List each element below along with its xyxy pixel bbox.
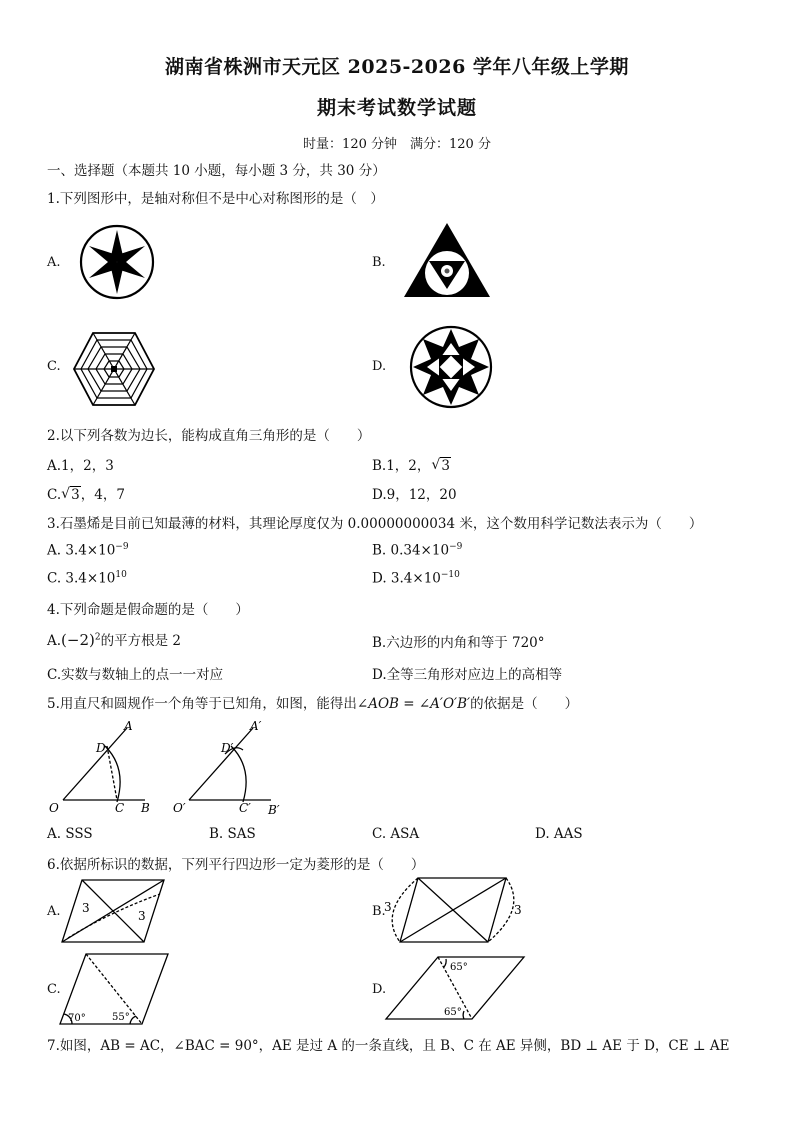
q5-right-label-d: D′: [221, 741, 234, 755]
q2-option-a: A.1，2，3: [47, 458, 114, 474]
q6-d-mark-1: 65°: [450, 962, 468, 973]
q6-d-mark-2: 65°: [444, 1007, 462, 1018]
q6-label-c: C.: [47, 982, 61, 997]
q4-option-c: C.实数与数轴上的点一一对应: [47, 667, 224, 683]
page-title: 湖南省株洲市天元区 2025-2026 学年八年级上学期: [165, 56, 629, 78]
q5-right-label-c: C′: [239, 801, 251, 815]
q6-c-mark-1: 70°: [68, 1013, 86, 1024]
q5-left-label-a: A: [124, 719, 133, 733]
q1-figure-c-hexagon: [72, 331, 156, 407]
q5-option-a: A. SSS: [47, 826, 93, 842]
q6-c-mark-2: 55°: [112, 1012, 130, 1023]
q6-b-mark-1: 3: [384, 900, 392, 914]
q6-a-mark-2: 3: [138, 909, 146, 923]
q6-figure-d: [384, 953, 526, 1023]
q6-figure-c: [58, 950, 170, 1028]
q7-stem: 7.如图，AB = AC，∠BAC = 90°，AE 是过 A 的一条直线，且 B、C 在 AE 异侧，BD ⊥ AE 于 D，CE ⊥ AE: [47, 1038, 730, 1054]
q2-stem: 2.以下列各数为边长，能构成直角三角形的是（ ）: [47, 428, 371, 444]
q4-option-b: B.六边形的内角和等于 720°: [372, 635, 545, 651]
q6-stem: 6.依据所标识的数据，下列平行四边形一定为菱形的是（ ）: [47, 857, 425, 873]
q5-left-label-d: D: [96, 741, 106, 755]
q6-label-a: A.: [47, 904, 61, 919]
q3-option-b: B. $0.34\times 10^{-9}$: [372, 542, 463, 559]
q4-option-d: D.全等三角形对应边上的高相等: [372, 667, 563, 683]
q5-right-label-a: A′: [250, 719, 262, 733]
q6-figure-b: [384, 872, 524, 948]
q5-figures: [45, 716, 295, 818]
q5-left-label-b: B: [141, 801, 150, 815]
q6-a-mark-1: 3: [82, 901, 90, 915]
q1-label-d: D.: [372, 359, 387, 374]
q5-stem: 5.用直尺和圆规作一个角等于已知角，如图，能得出∠AOB = ∠A′O′B′的依据是（ ）: [47, 696, 579, 712]
q5-left-label-c: C: [115, 801, 125, 815]
q1-figure-b-triangle: [402, 221, 492, 301]
exam-meta: 时量：120 分钟 满分：120 分: [303, 137, 491, 152]
q1-label-b: B.: [372, 255, 386, 270]
q1-stem: 1.下列图形中，是轴对称但不是中心对称图形的是（ ）: [47, 191, 384, 207]
q1-label-a: A.: [47, 255, 61, 270]
q1-figure-d-octagram: [409, 325, 493, 409]
q2-option-d: D.9，12，20: [372, 487, 457, 503]
q3-option-a: A. $3.4\times 10^{-9}$: [47, 542, 129, 559]
q2-option-b: B.1，2， √ 3: [372, 457, 450, 474]
section-heading: 一、选择题（本题共 10 小题，每小题 3 分，共 30 分）: [47, 163, 386, 179]
q4-stem: 4.下列命题是假命题的是（ ）: [47, 602, 249, 618]
q1-figure-a-star: [78, 224, 156, 300]
q6-figure-a: [60, 876, 168, 946]
q5-right-label-b: B′: [268, 803, 280, 817]
q5-option-b: B. SAS: [209, 826, 256, 842]
q2-option-c: C. √ 3，4，7: [47, 486, 125, 503]
q6-label-d: D.: [372, 982, 387, 997]
q5-option-c: C. ASA: [372, 826, 420, 842]
q5-right-label-o: O′: [173, 801, 186, 815]
q3-option-c: C. $3.4\times 10^{10}$: [47, 570, 127, 587]
q4-option-a: $A.(-2)^2$的平方根是 2: [47, 631, 181, 649]
q1-label-c: C.: [47, 359, 61, 374]
q3-stem: 3.石墨烯是目前已知最薄的材料，其理论厚度仅为 0.00000000034 米，这个数用科学记数法表示为（ ）: [47, 516, 703, 532]
q3-option-d: D. $3.4\times 10^{-10}$: [372, 570, 460, 587]
page-subtitle: 期末考试数学试题: [316, 97, 477, 119]
q6-b-mark-2: 3: [514, 903, 522, 917]
q6-label-b: B.: [372, 904, 386, 919]
q5-option-d: D. AAS: [535, 826, 583, 842]
q5-left-label-o: O: [49, 801, 59, 815]
